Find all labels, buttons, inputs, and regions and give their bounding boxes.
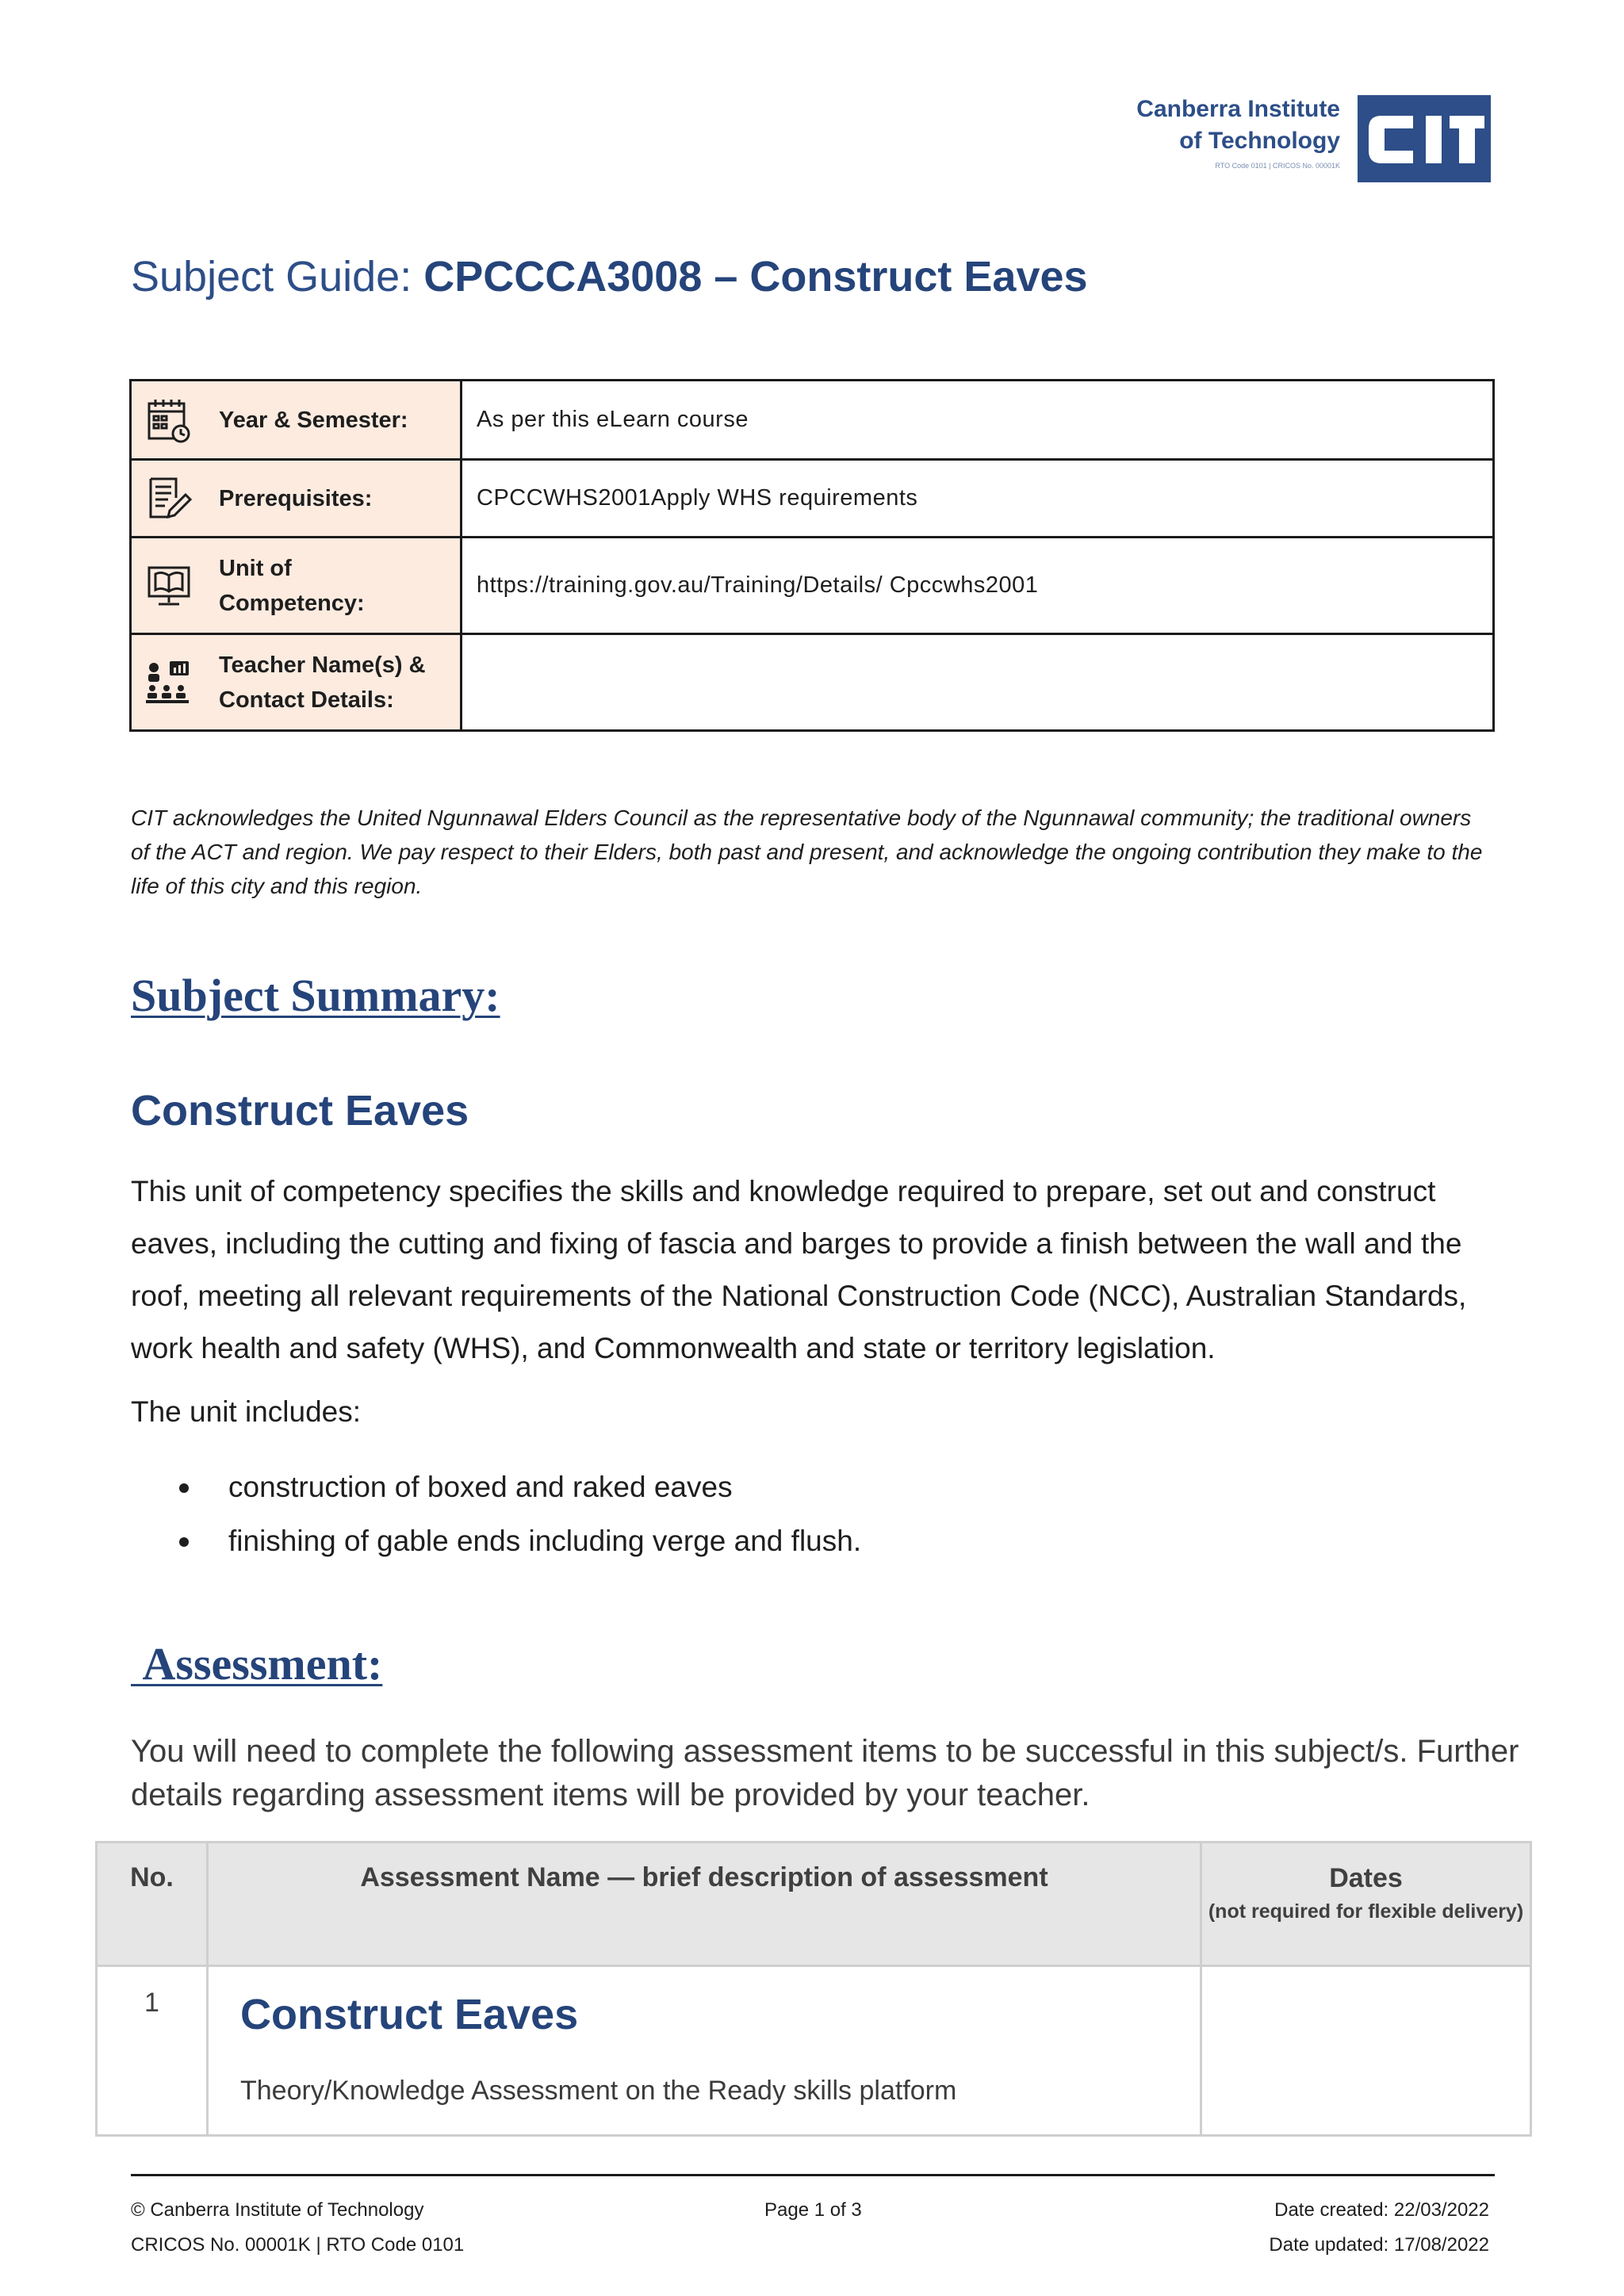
logo-rto-code: RTO Code 0101 | CRICOS No. 00001K xyxy=(1215,162,1340,170)
logo-text: Canberra Institute of Technology xyxy=(1136,96,1340,154)
page-title: Subject Guide: CPCCCA3008 – Construct Eaves xyxy=(131,253,1088,300)
unit-description: This unit of competency specifies the skills and knowledge required to prepare, set out and construct eaves, including the cutting and fixing of fascia and barges to provide a finish between the wall and the roof, meeting all relevant requirements of the National Construction Code (NCC), Australian Standards, work health and safety (WHS), and Commonwealth and state or territory legislation. xyxy=(131,1175,1467,1364)
dates-note: (not required for flexible delivery) xyxy=(1208,1900,1524,1923)
list-item: finishing of gable ends including verge and flush. xyxy=(179,1514,861,1568)
column-header-dates: Dates (not required for flexible delivery) xyxy=(1201,1843,1531,1966)
assessment-name: Construct Eaves xyxy=(240,1991,579,2038)
assessment-heading: Assessment: xyxy=(142,1638,383,1689)
footer-date-created: Date created: 22/03/2022 xyxy=(1274,2199,1489,2221)
info-value-prereq: CPCCWHS2001Apply WHS requirements xyxy=(462,460,1494,538)
footer-page-number: Page 1 of 3 xyxy=(764,2199,862,2221)
teacher-class-icon xyxy=(146,660,192,706)
assessment-name-cell xyxy=(208,1966,1201,2136)
assessment-dates xyxy=(1201,1966,1531,2136)
info-row-unit xyxy=(131,538,1494,634)
footer-left xyxy=(131,2193,464,2263)
calendar-icon xyxy=(146,397,192,443)
footer-right xyxy=(1269,2193,1489,2263)
info-row-teacher xyxy=(131,634,1494,731)
footer-divider xyxy=(131,2174,1495,2176)
info-label-year: Year & Semester: xyxy=(219,407,408,433)
document-pencil-icon xyxy=(146,476,192,522)
info-label-prereq: Prerequisites: xyxy=(219,485,373,511)
column-header-name: Assessment Name — brief description of assessment xyxy=(208,1843,1201,1966)
footer-cricos: CRICOS No. 00001K | RTO Code 0101 xyxy=(131,2234,465,2256)
subject-info-table xyxy=(129,379,1495,732)
unit-includes-label: The unit includes: xyxy=(131,1395,362,1428)
footer-date-updated: Date updated: 17/08/2022 xyxy=(1269,2234,1489,2256)
unit-title-heading: Construct Eaves xyxy=(131,1087,469,1135)
info-label-teacher: Teacher Name(s) & Contact Details: xyxy=(219,652,426,713)
cit-logo xyxy=(1110,89,1491,184)
assessment-intro: You will need to complete the following assessment items to be successful in this subject/s. Further details regarding assessment items will be provided by your teacher. xyxy=(131,1734,1519,1812)
column-header-no: No. xyxy=(97,1843,208,1966)
cit-logo-mark xyxy=(1358,95,1491,182)
unit-includes-list xyxy=(179,1460,861,1568)
computer-book-icon xyxy=(146,563,192,609)
info-value-teacher xyxy=(462,634,1494,731)
list-item: construction of boxed and raked eaves xyxy=(179,1460,861,1514)
info-row-year xyxy=(131,381,1494,460)
assessment-description: Theory/Knowledge Assessment on the Ready skills platform xyxy=(240,2076,957,2106)
info-value-year: As per this eLearn course xyxy=(462,381,1494,460)
info-value-unit: https://training.gov.au/Training/Details/ Cpccwhs2001 xyxy=(462,538,1494,634)
table-row xyxy=(97,1966,1531,2136)
acknowledgement-text: CIT acknowledges the United Ngunnawal Elders Council as the representative body of the Ngunnawal community; the traditional owners of the ACT and region. We pay respect to their Elders, both past and present, and acknowledge the ongoing contribution they make to the life of this city and this region. xyxy=(131,806,1483,898)
assessment-number: 1 xyxy=(97,1966,208,2136)
subject-summary-heading: Subject Summary: xyxy=(131,970,500,1021)
info-row-prereq xyxy=(131,460,1494,538)
assessment-table-header xyxy=(97,1843,1531,1966)
assessment-table xyxy=(95,1841,1532,2137)
footer-copyright: © Canberra Institute of Technology xyxy=(131,2199,424,2221)
info-label-unit: Unit of Competency: xyxy=(219,555,365,616)
